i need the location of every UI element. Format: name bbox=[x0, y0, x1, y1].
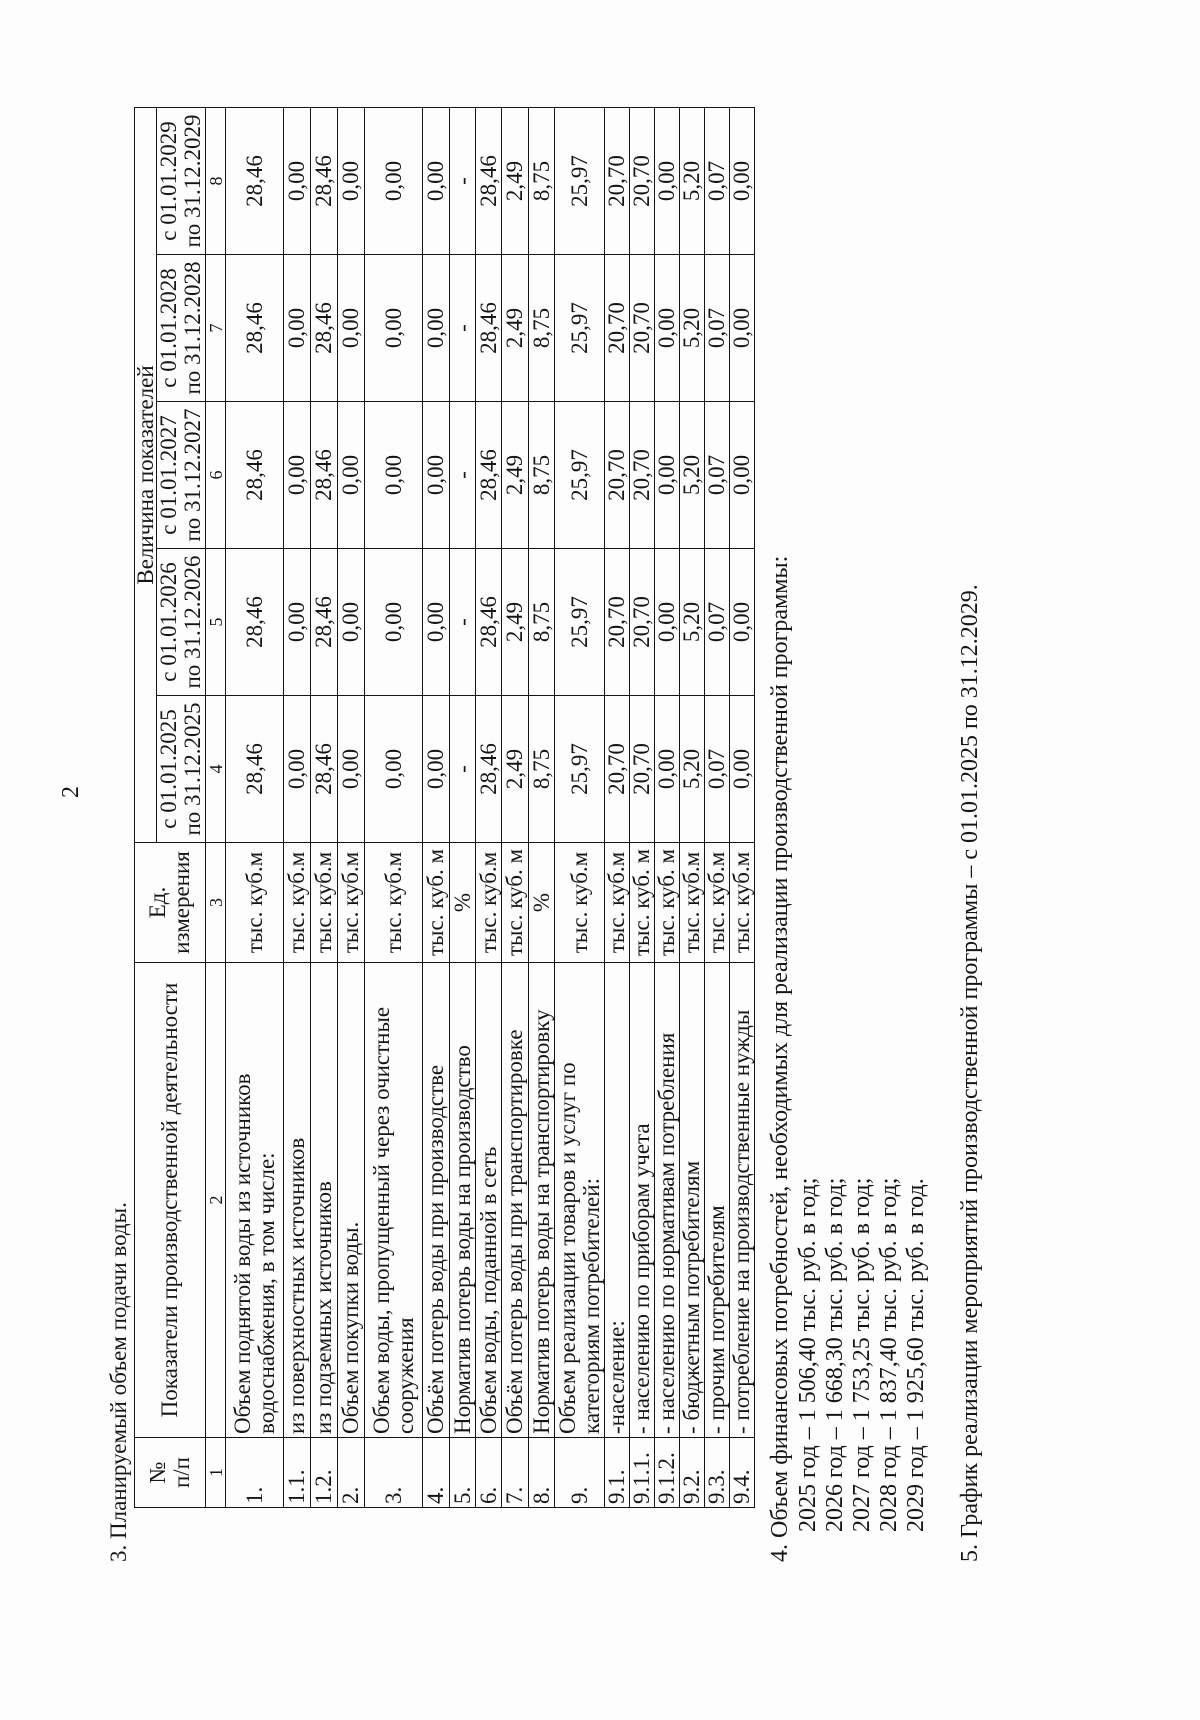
table-row bbox=[555, 107, 605, 1507]
column-number: 8 bbox=[206, 107, 226, 254]
value-2025: 28,46 bbox=[476, 696, 502, 843]
value-2029: 20,70 bbox=[630, 107, 655, 254]
indicator-name: - населению по нормативам потребления bbox=[655, 963, 680, 1438]
value-2027: 28,46 bbox=[476, 402, 502, 549]
value-2028: 8,75 bbox=[529, 255, 555, 402]
value-2025: - bbox=[450, 696, 476, 843]
header-unit bbox=[135, 843, 206, 963]
water-supply-volume-table bbox=[134, 107, 755, 1508]
value-2026: 28,46 bbox=[476, 549, 502, 696]
row-number: 1.2. bbox=[311, 1438, 338, 1508]
section-5-title: 5. График реализации мероприятий производственной программы – с 01.01.2025 по 31.12.2029. bbox=[957, 584, 983, 1562]
value-2029: 28,46 bbox=[311, 107, 338, 254]
indicator-name: - бюджетным потребителям bbox=[680, 963, 705, 1438]
value-2027: 0,00 bbox=[423, 402, 450, 549]
period-from: с 01.01.2029 bbox=[156, 121, 181, 241]
value-2025: 28,46 bbox=[311, 696, 338, 843]
table-row bbox=[705, 107, 730, 1507]
header-unit-line: Ед. bbox=[145, 886, 170, 919]
unit-of-measure: тыс. куб.м bbox=[605, 843, 630, 963]
table-row bbox=[365, 107, 423, 1507]
header-number-line: № bbox=[145, 1461, 170, 1484]
row-number: 9. bbox=[555, 1438, 605, 1508]
value-2025: 0,00 bbox=[284, 696, 311, 843]
unit-of-measure: % bbox=[529, 843, 555, 963]
column-number: 1 bbox=[206, 1438, 226, 1508]
value-2028: 28,46 bbox=[226, 255, 284, 402]
value-2027: 28,46 bbox=[311, 402, 338, 549]
value-2026: 5,20 bbox=[680, 549, 705, 696]
unit-of-measure: тыс. куб.м bbox=[705, 843, 730, 963]
value-2027: 20,70 bbox=[630, 402, 655, 549]
value-2026: 20,70 bbox=[630, 549, 655, 696]
value-2029: 28,46 bbox=[476, 107, 502, 254]
indicator-name: Норматив потерь воды на производство bbox=[450, 963, 476, 1438]
value-2028: 5,20 bbox=[680, 255, 705, 402]
table-row bbox=[529, 107, 555, 1507]
value-2026: 28,46 bbox=[226, 549, 284, 696]
column-number: 5 bbox=[206, 549, 226, 696]
value-2026: 28,46 bbox=[311, 549, 338, 696]
indicator-name: из подземных источников bbox=[311, 963, 338, 1438]
table-row bbox=[680, 107, 705, 1507]
value-2026: 0,00 bbox=[338, 549, 365, 696]
value-2028: 0,00 bbox=[365, 255, 423, 402]
value-2026: 0,00 bbox=[365, 549, 423, 696]
financial-need-item: 2026 год – 1 668,30 тыс. руб. в год; bbox=[822, 1177, 848, 1532]
header-period-2028 bbox=[157, 255, 206, 402]
value-2028: 0,00 bbox=[423, 255, 450, 402]
unit-of-measure: тыс. куб.м bbox=[311, 843, 338, 963]
unit-of-measure: тыс. куб.м bbox=[476, 843, 502, 963]
unit-of-measure: тыс. куб.м bbox=[226, 843, 284, 963]
value-2026: 8,75 bbox=[529, 549, 555, 696]
table-row bbox=[338, 107, 365, 1507]
value-2028: 2,49 bbox=[502, 255, 529, 402]
value-2026: 0,00 bbox=[284, 549, 311, 696]
indicator-name: из поверхностных источников bbox=[284, 963, 311, 1438]
value-2025: 28,46 bbox=[226, 696, 284, 843]
value-2028: 28,46 bbox=[476, 255, 502, 402]
indicator-name: Объем реализации товаров и услуг по категориям потребителей: bbox=[555, 963, 605, 1438]
value-2025: 20,70 bbox=[630, 696, 655, 843]
row-number: 9.3. bbox=[705, 1438, 730, 1508]
value-2027: 25,97 bbox=[555, 402, 605, 549]
row-number: 9.4. bbox=[730, 1438, 755, 1508]
value-2029: 0,00 bbox=[284, 107, 311, 254]
row-number: 7. bbox=[502, 1438, 529, 1508]
value-2025: 25,97 bbox=[555, 696, 605, 843]
value-2025: 0,00 bbox=[338, 696, 365, 843]
unit-of-measure: тыс. куб.м bbox=[730, 843, 755, 963]
unit-of-measure: тыс. куб.м bbox=[555, 843, 605, 963]
value-2029: 0,07 bbox=[705, 107, 730, 254]
unit-of-measure: тыс. куб.м bbox=[284, 843, 311, 963]
indicator-name: - населению по приборам учета bbox=[630, 963, 655, 1438]
indicator-name: Объем поднятой воды из источников водоснабжения, в том числе: bbox=[226, 963, 284, 1438]
value-2027: 0,00 bbox=[284, 402, 311, 549]
row-number: 8. bbox=[529, 1438, 555, 1508]
value-2027: 0,00 bbox=[655, 402, 680, 549]
value-2029: 0,00 bbox=[655, 107, 680, 254]
row-number: 1.1. bbox=[284, 1438, 311, 1508]
indicator-name: Объем воды, пропущенный через очистные сооружения bbox=[365, 963, 423, 1438]
row-number: 9.1.1. bbox=[630, 1438, 655, 1508]
table-row bbox=[450, 107, 476, 1507]
value-2027: 20,70 bbox=[605, 402, 630, 549]
table-row bbox=[226, 107, 284, 1507]
unit-of-measure: тыс. куб.м bbox=[338, 843, 365, 963]
period-to: по 31.12.2029 bbox=[180, 114, 205, 248]
unit-of-measure: тыс. куб. м bbox=[502, 843, 529, 963]
financial-need-item: 2028 год – 1 837,40 тыс. руб. в год; bbox=[876, 1177, 902, 1532]
row-number: 9.1.2. bbox=[655, 1438, 680, 1508]
unit-of-measure: тыс. куб.м bbox=[365, 843, 423, 963]
unit-of-measure: тыс. куб. м bbox=[423, 843, 450, 963]
period-to: по 31.12.2026 bbox=[180, 555, 205, 689]
unit-of-measure: тыс. куб. м bbox=[655, 843, 680, 963]
header-value-group: Величина показателей bbox=[135, 107, 157, 842]
value-2027: 0,07 bbox=[705, 402, 730, 549]
value-2027: 0,00 bbox=[730, 402, 755, 549]
indicator-name: Норматив потерь воды на транспортировку bbox=[529, 963, 555, 1438]
header-number bbox=[135, 1438, 206, 1508]
value-2028: 20,70 bbox=[605, 255, 630, 402]
header-period-2029 bbox=[157, 107, 206, 254]
value-2029: - bbox=[450, 107, 476, 254]
value-2026: 25,97 bbox=[555, 549, 605, 696]
header-period-2027 bbox=[157, 402, 206, 549]
value-2029: 0,00 bbox=[365, 107, 423, 254]
column-number: 3 bbox=[206, 843, 226, 963]
value-2025: 0,00 bbox=[655, 696, 680, 843]
row-number: 9.1. bbox=[605, 1438, 630, 1508]
value-2027: 5,20 bbox=[680, 402, 705, 549]
value-2029: 2,49 bbox=[502, 107, 529, 254]
value-2029: 0,00 bbox=[730, 107, 755, 254]
value-2028: - bbox=[450, 255, 476, 402]
table-row bbox=[605, 107, 630, 1507]
table-row bbox=[630, 107, 655, 1507]
column-number: 4 bbox=[206, 696, 226, 843]
unit-of-measure: тыс. куб. м bbox=[630, 843, 655, 963]
value-2027: 2,49 bbox=[502, 402, 529, 549]
value-2025: 0,00 bbox=[423, 696, 450, 843]
unit-of-measure: % bbox=[450, 843, 476, 963]
period-to: по 31.12.2028 bbox=[180, 261, 205, 395]
row-number: 4. bbox=[423, 1438, 450, 1508]
column-number: 6 bbox=[206, 402, 226, 549]
value-2029: 0,00 bbox=[423, 107, 450, 254]
value-2028: 0,07 bbox=[705, 255, 730, 402]
value-2026: - bbox=[450, 549, 476, 696]
section-3-title: 3. Планируемый объем подачи воды. bbox=[106, 1202, 131, 1562]
header-period-2025 bbox=[157, 696, 206, 843]
row-number: 5. bbox=[450, 1438, 476, 1508]
value-2027: - bbox=[450, 402, 476, 549]
value-2027: 0,00 bbox=[338, 402, 365, 549]
value-2026: 20,70 bbox=[605, 549, 630, 696]
value-2029: 5,20 bbox=[680, 107, 705, 254]
table-row bbox=[730, 107, 755, 1507]
header-number-line: п/п bbox=[169, 1457, 194, 1489]
value-2026: 0,00 bbox=[730, 549, 755, 696]
table-row bbox=[502, 107, 529, 1507]
period-to: по 31.12.2027 bbox=[180, 408, 205, 542]
value-2026: 0,00 bbox=[655, 549, 680, 696]
value-2025: 0,00 bbox=[365, 696, 423, 843]
row-number: 1. bbox=[226, 1438, 284, 1508]
table-row bbox=[655, 107, 680, 1507]
section-4-title: 4. Объем финансовых потребностей, необходимых для реализации производственной программы: bbox=[767, 555, 793, 1562]
period-from: с 01.01.2028 bbox=[156, 268, 181, 388]
period-to: по 31.12.2025 bbox=[180, 702, 205, 836]
value-2028: 20,70 bbox=[630, 255, 655, 402]
value-2027: 28,46 bbox=[226, 402, 284, 549]
indicator-name: Объём потерь воды при транспортировке bbox=[502, 963, 529, 1438]
value-2028: 0,00 bbox=[655, 255, 680, 402]
indicator-name: Объём потерь воды при производстве bbox=[423, 963, 450, 1438]
value-2027: 8,75 bbox=[529, 402, 555, 549]
value-2028: 0,00 bbox=[338, 255, 365, 402]
value-2026: 2,49 bbox=[502, 549, 529, 696]
value-2027: 0,00 bbox=[365, 402, 423, 549]
header-indicator: Показатели производственной деятельности bbox=[135, 963, 206, 1438]
value-2025: 5,20 bbox=[680, 696, 705, 843]
table-row bbox=[476, 107, 502, 1507]
value-2025: 2,49 bbox=[502, 696, 529, 843]
row-number: 3. bbox=[365, 1438, 423, 1508]
column-number: 7 bbox=[206, 255, 226, 402]
value-2029: 0,00 bbox=[338, 107, 365, 254]
row-number: 2. bbox=[338, 1438, 365, 1508]
indicator-name: Объем воды, поданной в сеть bbox=[476, 963, 502, 1438]
table-row bbox=[284, 107, 311, 1507]
period-from: с 01.01.2026 bbox=[156, 562, 181, 682]
value-2025: 0,07 bbox=[705, 696, 730, 843]
column-number: 2 bbox=[206, 963, 226, 1438]
header-unit-line: измерения bbox=[169, 851, 194, 954]
value-2029: 20,70 bbox=[605, 107, 630, 254]
header-period-2026 bbox=[157, 549, 206, 696]
row-number: 9.2. bbox=[680, 1438, 705, 1508]
value-2029: 8,75 bbox=[529, 107, 555, 254]
value-2026: 0,07 bbox=[705, 549, 730, 696]
table-row bbox=[311, 107, 338, 1507]
value-2025: 0,00 bbox=[730, 696, 755, 843]
page-number: 2 bbox=[58, 786, 84, 798]
value-2028: 25,97 bbox=[555, 255, 605, 402]
value-2029: 28,46 bbox=[226, 107, 284, 254]
value-2028: 0,00 bbox=[284, 255, 311, 402]
value-2025: 8,75 bbox=[529, 696, 555, 843]
indicator-name: - прочим потребителям bbox=[705, 963, 730, 1438]
indicator-name: -население: bbox=[605, 963, 630, 1438]
financial-need-item: 2025 год – 1 506,40 тыс. руб. в год; bbox=[795, 1177, 821, 1532]
value-2028: 28,46 bbox=[311, 255, 338, 402]
value-2026: 0,00 bbox=[423, 549, 450, 696]
financial-need-item: 2029 год – 1 925,60 тыс. руб. в год. bbox=[903, 1178, 929, 1532]
table-row bbox=[423, 107, 450, 1507]
period-from: с 01.01.2025 bbox=[156, 709, 181, 829]
indicator-name: Объем покупки воды. bbox=[338, 963, 365, 1438]
period-from: с 01.01.2027 bbox=[156, 415, 181, 535]
table-header-row bbox=[135, 107, 157, 1507]
column-numbers-row bbox=[206, 107, 226, 1507]
value-2025: 20,70 bbox=[605, 696, 630, 843]
unit-of-measure: тыс. куб.м bbox=[680, 843, 705, 963]
row-number: 6. bbox=[476, 1438, 502, 1508]
value-2029: 25,97 bbox=[555, 107, 605, 254]
indicator-name: - потребление на производственные нужды bbox=[730, 963, 755, 1438]
financial-need-item: 2027 год – 1 753,25 тыс. руб. в год; bbox=[849, 1177, 875, 1532]
value-2028: 0,00 bbox=[730, 255, 755, 402]
